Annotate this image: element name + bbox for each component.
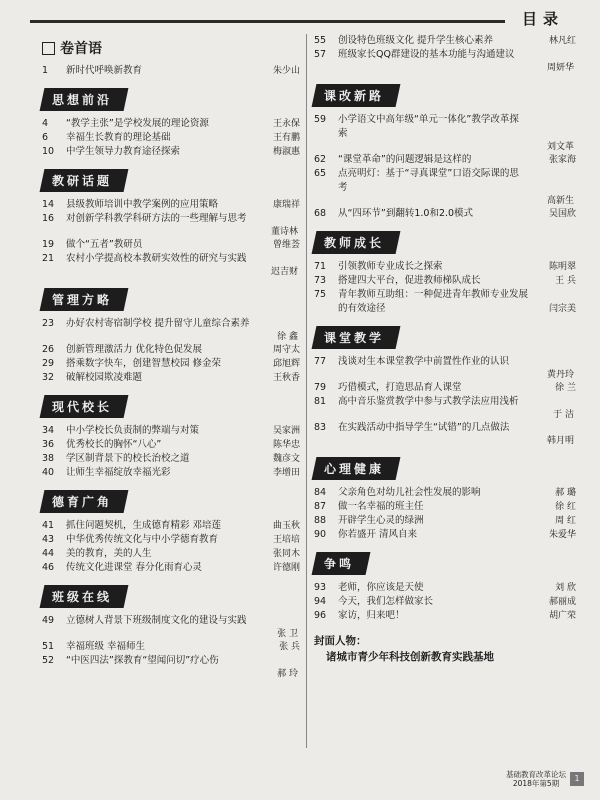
section-heading — [312, 84, 401, 107]
article-author: 邱旭辉 — [272, 359, 300, 369]
toc-entry-continuation — [314, 302, 576, 316]
toc-entry[interactable] — [314, 355, 576, 381]
article-title[interactable]: 创设特色班级文化 提升学生核心素养 — [338, 35, 494, 46]
article-author: 李增田 — [272, 468, 300, 478]
section-heading-label: 班级在线 — [52, 590, 113, 604]
article-title[interactable]: 让师生幸福绽放幸福光彩 — [66, 467, 171, 478]
section-heading-label: 课堂教学 — [324, 331, 385, 345]
page-number: 51 — [42, 641, 55, 652]
toc-entry[interactable] — [314, 395, 576, 421]
toc-entry[interactable] — [42, 212, 300, 238]
page-number: 36 — [42, 439, 55, 450]
article-title[interactable]: 搭建四大平台，促进教师梯队成长 — [338, 275, 481, 286]
article-author: 董诗林 — [270, 227, 298, 237]
page-number: 40 — [42, 467, 55, 478]
article-title[interactable]: 青年教师互助组：一种促进青年教师专业发展 — [338, 289, 529, 300]
page-number: 75 — [314, 289, 327, 300]
toc-entry[interactable] — [42, 131, 300, 145]
article-author: 曲玉秋 — [272, 521, 300, 531]
article-author: 郝 璐 — [555, 488, 576, 498]
article-title[interactable]: 对创新学科教学科研方法的一些理解与思考 — [66, 213, 247, 224]
toc-entry[interactable] — [314, 381, 576, 395]
article-author: 张同木 — [272, 549, 300, 559]
footer-page-number: 1 — [570, 772, 584, 786]
toc-entry[interactable] — [314, 500, 576, 514]
toc-entry-line — [42, 614, 300, 628]
article-title[interactable]: 幸福班级 幸福师生 — [66, 641, 146, 652]
article-author: 王秋香 — [272, 373, 300, 383]
page-number: 34 — [42, 425, 55, 436]
article-title[interactable]: 办好农村寄宿制学校 提升留守儿童综合素养 — [66, 318, 250, 329]
toc-entry[interactable] — [314, 421, 576, 447]
article-author: 王有鹏 — [272, 133, 300, 143]
toc-section — [42, 159, 300, 278]
article-author: 迟吉财 — [270, 267, 298, 277]
page-number: 77 — [314, 356, 327, 367]
article-title[interactable]: 优秀校长的胸怀“八心” — [66, 439, 162, 450]
toc-entry[interactable] — [42, 561, 300, 575]
toc-entry[interactable] — [42, 371, 300, 385]
article-title[interactable]: 你若盛开 清风自来 — [338, 529, 418, 540]
page-number: 10 — [42, 146, 55, 157]
article-author: 陈华忠 — [272, 440, 300, 450]
article-author: 张 兵 — [279, 642, 300, 652]
article-title[interactable]: 老师，你应该是天使 — [338, 582, 424, 593]
article-author: 王永保 — [272, 119, 300, 129]
article-title[interactable]: 做个“五者”教研员 — [66, 239, 143, 250]
toc-entry-line — [42, 452, 300, 466]
section-heading-label: 思想前沿 — [52, 93, 113, 107]
section-heading — [312, 231, 401, 254]
toc-entry-line — [42, 64, 300, 78]
article-author: 韩月明 — [546, 436, 574, 446]
toc-section — [42, 575, 300, 680]
toc-section — [42, 278, 300, 385]
article-author: 郝丽成 — [548, 597, 576, 607]
toc-entry[interactable] — [42, 614, 300, 640]
article-author: 曾维荟 — [272, 240, 300, 250]
article-title[interactable]: 今天，我们怎样做家长 — [338, 596, 434, 607]
page-number: 83 — [314, 422, 327, 433]
page-number: 1 — [42, 65, 49, 76]
toc-entry[interactable] — [314, 153, 576, 167]
page-number: 68 — [314, 208, 327, 219]
article-title[interactable]: 浅谈对生本课堂教学中前置性作业的认识 — [338, 356, 510, 367]
header-rule — [30, 20, 505, 23]
section-heading — [40, 88, 129, 111]
section-heading-label: 心理健康 — [324, 462, 385, 476]
toc-section — [314, 542, 576, 623]
article-title[interactable]: 高中音乐鉴赏教学中参与式教学法应用浅析 — [338, 396, 519, 407]
toc-entry-line — [314, 274, 576, 288]
toc-entry-line — [42, 145, 300, 159]
toc-entry[interactable] — [314, 48, 576, 74]
toc-section — [42, 38, 300, 78]
article-title[interactable]: 小学语文中高年级“单元一体化”教学改革探 — [338, 114, 519, 125]
page-number: 88 — [314, 515, 327, 526]
page-number: 6 — [42, 132, 49, 143]
toc-entry[interactable] — [42, 424, 300, 438]
left-column — [42, 34, 300, 680]
article-title[interactable]: 县级教师培训中教学案例的应用策略 — [66, 199, 219, 210]
page-number: 55 — [314, 35, 327, 46]
article-title[interactable]: 抓住问题契机，生成德育精彩 邓培莲 — [66, 520, 222, 531]
article-author: 胡广荣 — [548, 611, 576, 621]
article-title[interactable]: 从“四环节”到翻转1.0和2.0模式 — [338, 208, 474, 219]
article-title[interactable]: 搭乘数字快车，创建智慧校园 修金荣 — [66, 358, 222, 369]
article-author: 刘文革 — [546, 142, 574, 152]
toc-entry[interactable] — [42, 438, 300, 452]
toc-section — [314, 447, 576, 542]
section-heading-label: 教师成长 — [324, 236, 385, 250]
toc-entry-line — [314, 34, 576, 48]
page-number: 57 — [314, 49, 327, 60]
article-author: 张 卫 — [277, 629, 298, 639]
right-column — [314, 34, 576, 665]
toc-entry[interactable] — [314, 113, 576, 153]
article-title[interactable]: 班级家长QQ群建设的基本功能与沟通建议 — [338, 49, 515, 60]
section-heading — [312, 457, 401, 480]
toc-entry-line — [42, 117, 300, 131]
article-title[interactable]: 破解校园欺凌难题 — [66, 372, 143, 383]
toc-entry-line — [314, 207, 576, 221]
article-title[interactable]: 在实践活动中指导学生“试错”的几点做法 — [338, 422, 510, 433]
toc-section — [314, 34, 576, 74]
toc-entry[interactable] — [314, 207, 576, 221]
article-title[interactable]: 引领教师专业成长之探索 — [338, 261, 443, 272]
toc-entry-line — [314, 595, 576, 609]
section-heading-label: 课改新路 — [324, 89, 385, 103]
toc-entry-line — [42, 654, 300, 668]
toc-entry-line — [314, 609, 576, 623]
article-title[interactable]: 农村小学提高校本教研实效性的研究与实践 — [66, 253, 247, 264]
toc-entry-line — [42, 198, 300, 212]
article-title-continued: 的有效途径 — [338, 303, 386, 314]
cover-note — [314, 633, 576, 665]
toc-section — [42, 385, 300, 480]
article-author: 康瑞祥 — [272, 200, 300, 210]
issue-label: 2018年第5期 — [512, 779, 560, 788]
toc-entry[interactable] — [42, 519, 300, 533]
article-author: 周守太 — [272, 345, 300, 355]
page-number: 81 — [314, 396, 327, 407]
article-title[interactable]: 父亲角色对幼儿社会性发展的影响 — [338, 487, 481, 498]
article-title[interactable]: “教学主张”是学校发展的理论资源 — [66, 118, 209, 129]
page-number: 46 — [42, 562, 55, 573]
article-author: 朱爱华 — [548, 530, 576, 540]
toc-entry[interactable] — [42, 654, 300, 680]
article-title[interactable]: “中医四法”探教育“望闻问切”疗心伤 — [66, 655, 219, 666]
journal-name: 基础教育改革论坛 — [506, 770, 566, 779]
article-author: 徐 红 — [555, 502, 576, 512]
page-number: 84 — [314, 487, 327, 498]
toc-entry-line — [42, 343, 300, 357]
page-title: 目录 — [521, 10, 564, 28]
section-heading — [42, 38, 300, 58]
article-author: 徐 兰 — [555, 383, 576, 393]
toc-entry-line — [42, 547, 300, 561]
page-number: 14 — [42, 199, 55, 210]
page-number: 32 — [42, 372, 55, 383]
page-number: 52 — [42, 655, 55, 666]
toc-section — [314, 74, 576, 221]
article-author: 梅淑惠 — [272, 147, 300, 157]
footer — [506, 770, 584, 788]
toc-entry[interactable] — [42, 547, 300, 561]
toc-entry[interactable] — [314, 260, 576, 274]
toc-entry-line — [42, 212, 300, 226]
toc-entry-line — [42, 317, 300, 331]
toc-entry-line — [314, 528, 576, 542]
toc-entry[interactable] — [42, 198, 300, 212]
article-author: 张家海 — [548, 155, 576, 165]
page-number: 4 — [42, 118, 49, 129]
toc-entry-line — [314, 355, 576, 369]
toc-entry[interactable] — [42, 238, 300, 252]
toc-entry-line — [314, 167, 576, 181]
toc-entry-line — [42, 466, 300, 480]
page-number: 23 — [42, 318, 55, 329]
page-number: 38 — [42, 453, 55, 464]
page-number: 79 — [314, 382, 327, 393]
article-title[interactable]: 立德树人背景下班级制度文化的建设与实践 — [66, 615, 247, 626]
page-header — [0, 0, 600, 34]
toc-entry-line — [314, 581, 576, 595]
toc-entry-line — [314, 113, 576, 127]
toc-entry-line — [314, 500, 576, 514]
page-number: 94 — [314, 596, 327, 607]
section-heading-label: 教研话题 — [52, 174, 113, 188]
toc-entry-continuation — [314, 127, 576, 141]
toc-entry[interactable] — [314, 486, 576, 500]
page-number: 90 — [314, 529, 327, 540]
checkbox-square-icon — [42, 42, 55, 55]
toc-entry-line — [42, 424, 300, 438]
toc-entry[interactable] — [42, 343, 300, 357]
column-divider — [306, 34, 307, 748]
article-author: 刘 欣 — [555, 583, 576, 593]
toc-entry[interactable] — [42, 252, 300, 278]
article-title[interactable]: 家访，归来吧！ — [338, 610, 405, 621]
toc-entry[interactable] — [42, 533, 300, 547]
page-number: 65 — [314, 168, 327, 179]
article-author: 闫宗美 — [548, 304, 576, 314]
toc-entry-line — [314, 260, 576, 274]
toc-entry-line — [314, 288, 576, 302]
article-title[interactable]: 开辟学生心灵的绿洲 — [338, 515, 424, 526]
article-author: 陈明翠 — [548, 262, 576, 272]
toc-entry[interactable] — [314, 581, 576, 595]
toc-entry-line — [314, 486, 576, 500]
toc-entry[interactable] — [314, 595, 576, 609]
section-heading-label: 争鸣 — [324, 557, 355, 571]
cover-note-label: 封面人物： — [314, 635, 367, 647]
page-number: 49 — [42, 615, 55, 626]
page-number: 44 — [42, 548, 55, 559]
toc-entry-line — [314, 421, 576, 435]
toc-entry[interactable] — [42, 452, 300, 466]
section-heading-label: 现代校长 — [52, 400, 113, 414]
section-heading — [40, 585, 129, 608]
toc-section — [314, 316, 576, 447]
page-number: 71 — [314, 261, 327, 272]
article-author: 高新生 — [546, 196, 574, 206]
section-heading — [40, 288, 129, 311]
article-title[interactable]: 美的教育，美的人生 — [66, 548, 152, 559]
page-number: 62 — [314, 154, 327, 165]
section-heading — [40, 490, 129, 513]
article-title[interactable]: 中学生领导力教育途径探索 — [66, 146, 181, 157]
page-number: 21 — [42, 253, 55, 264]
article-title-continued: 索 — [338, 128, 348, 139]
toc-section — [42, 480, 300, 575]
page-number: 93 — [314, 582, 327, 593]
article-title[interactable]: 巧借模式，打造思品育人课堂 — [338, 382, 462, 393]
toc-entry-line — [42, 252, 300, 266]
article-author: 黄丹玲 — [546, 370, 574, 380]
article-title[interactable]: 做一名幸福的班主任 — [338, 501, 424, 512]
toc-entry-line — [42, 438, 300, 452]
toc-entry[interactable] — [42, 640, 300, 654]
article-author: 于 洁 — [553, 410, 574, 420]
article-title[interactable]: 幸福生长教育的理论基础 — [66, 132, 171, 143]
toc-section — [42, 78, 300, 159]
toc-entry[interactable] — [314, 288, 576, 316]
toc-entry[interactable] — [314, 34, 576, 48]
page-number: 16 — [42, 213, 55, 224]
toc-entry[interactable] — [42, 466, 300, 480]
toc-entry-line — [42, 371, 300, 385]
toc-entry[interactable] — [42, 145, 300, 159]
page-number: 43 — [42, 534, 55, 545]
article-title[interactable]: “课堂革命”的问题逻辑是这样的 — [338, 154, 472, 165]
toc-entry[interactable] — [42, 117, 300, 131]
section-heading — [312, 326, 401, 349]
section-heading-label: 卷首语 — [60, 41, 102, 57]
article-author: 周 红 — [555, 516, 576, 526]
article-title[interactable]: 中华优秀传统文化与中小学德育教育 — [66, 534, 219, 545]
page-number: 96 — [314, 610, 327, 621]
section-heading-label: 德育广角 — [52, 495, 113, 509]
cover-note-organization: 诸城市青少年科技创新教育实践基地 — [326, 651, 494, 663]
page-number: 87 — [314, 501, 327, 512]
page-number: 26 — [42, 344, 55, 355]
article-title[interactable]: 新时代呼唤新教育 — [66, 65, 143, 76]
article-author: 许德刚 — [272, 563, 300, 573]
article-author: 郝 玲 — [277, 669, 298, 679]
section-heading-label: 管理方略 — [52, 293, 113, 307]
toc-entry-line — [314, 514, 576, 528]
article-title-continued: 考 — [338, 182, 348, 193]
toc-entry-continuation — [314, 181, 576, 195]
page-number: 19 — [42, 239, 55, 250]
article-author: 朱少山 — [272, 66, 300, 76]
toc-entry-line — [314, 395, 576, 409]
toc-entry[interactable] — [42, 357, 300, 371]
toc-entry-line — [42, 131, 300, 145]
toc-entry-line — [42, 533, 300, 547]
article-title[interactable]: 中小学校长负责制的弊端与对策 — [66, 425, 200, 436]
toc-entry-line — [42, 519, 300, 533]
toc-entry-line — [42, 238, 300, 252]
article-author: 魏彦文 — [272, 454, 300, 464]
article-author: 周妍华 — [546, 63, 574, 73]
toc-entry-line — [314, 153, 576, 167]
page-number: 41 — [42, 520, 55, 531]
page-number: 59 — [314, 114, 327, 125]
toc-entry-line — [314, 381, 576, 395]
toc-entry[interactable] — [42, 317, 300, 343]
article-author: 徐 鑫 — [277, 332, 298, 342]
article-title[interactable]: 创新管理激活力 优化特色促发展 — [66, 344, 203, 355]
toc-entry[interactable] — [314, 528, 576, 542]
article-title[interactable]: 传统文化进课堂 春分化雨育心灵 — [66, 562, 203, 573]
article-author: 吴家洲 — [272, 426, 300, 436]
section-heading — [40, 395, 129, 418]
toc-entry-line — [42, 561, 300, 575]
section-heading — [312, 552, 371, 575]
toc-entry-line — [42, 357, 300, 371]
article-author: 王 兵 — [555, 276, 576, 286]
article-author: 王培培 — [272, 535, 300, 545]
toc-entry-line — [42, 640, 300, 654]
article-author: 吴国欣 — [548, 209, 576, 219]
toc-entry[interactable] — [42, 64, 300, 78]
toc-entry[interactable] — [314, 274, 576, 288]
toc-entry[interactable] — [314, 609, 576, 623]
article-title[interactable]: 学区制背景下的校长治校之道 — [66, 453, 190, 464]
section-heading — [40, 169, 129, 192]
article-title[interactable]: 点亮明灯：基于“寻真课堂”口语交际课的思 — [338, 168, 519, 179]
toc-entry[interactable] — [314, 514, 576, 528]
toc-entry-line — [314, 48, 576, 62]
toc-section — [314, 221, 576, 316]
page-number: 73 — [314, 275, 327, 286]
toc-entry[interactable] — [314, 167, 576, 207]
article-author: 林凡红 — [548, 36, 576, 46]
page-number: 29 — [42, 358, 55, 369]
